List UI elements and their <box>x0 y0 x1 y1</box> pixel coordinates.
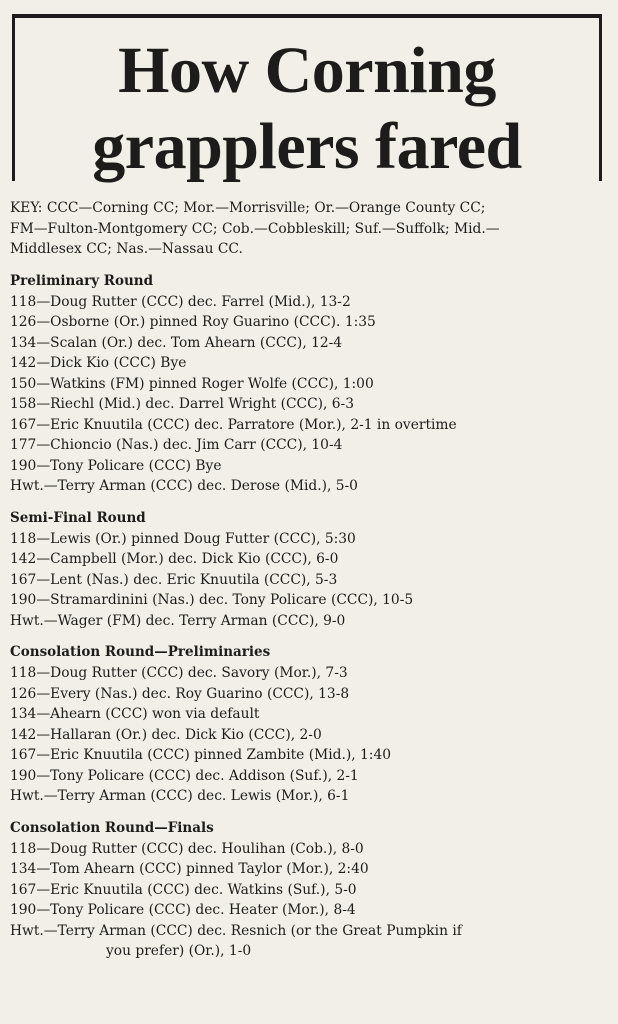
result-line: Hwt.—Terry Arman (CCC) dec. Derose (Mid.), 5-0 <box>10 478 358 494</box>
key-line: FM—Fulton-Montgomery CC; Cob.—Cobbleskill; Suf.—Suffolk; Mid.— <box>10 220 500 237</box>
section-semi-final-round <box>10 507 610 632</box>
result-continuation: you prefer) (Or.), 1-0 <box>106 943 252 959</box>
key-line: Middlesex CC; Nas.—Nassau CC. <box>10 241 243 257</box>
section-title: Preliminary Round <box>10 272 154 289</box>
result-line: Hwt.—Terry Arman (CCC) dec. Lewis (Mor.), 6-1 <box>10 788 350 804</box>
result-line: 167—Lent (Nas.) dec. Eric Knuutila (CCC), 5-3 <box>10 571 338 588</box>
key-legend <box>10 198 610 260</box>
result-line: 167—Eric Knuutila (CCC) dec. Parratore (Mor.), 2-1 in overtime <box>10 416 457 433</box>
section-consolation-preliminaries <box>10 641 610 807</box>
result-line: 118—Lewis (Or.) pinned Doug Futter (CCC), 5:30 <box>10 530 356 547</box>
result-line: 118—Doug Rutter (CCC) dec. Farrel (Mid.), 13-2 <box>10 293 351 310</box>
headline-line-1: How Corning <box>118 34 496 107</box>
result-line: 190—Tony Policare (CCC) Bye <box>10 457 222 474</box>
result-line: 177—Chioncio (Nas.) dec. Jim Carr (CCC), 10-4 <box>10 437 343 453</box>
section-title: Consolation Round—Finals <box>10 819 214 836</box>
result-line: 134—Ahearn (CCC) won via default <box>10 706 260 722</box>
section-consolation-finals <box>10 817 610 962</box>
section-preliminary-round <box>10 270 610 497</box>
result-line: 142—Hallaran (Or.) dec. Dick Kio (CCC), 2-0 <box>10 726 322 743</box>
headline-line-2: grapplers fared <box>92 110 522 183</box>
result-line: Hwt.—Terry Arman (CCC) dec. Resnich (or the Great Pumpkin if <box>10 922 462 939</box>
result-line: 134—Tom Ahearn (CCC) pinned Taylor (Mor.), 2:40 <box>10 861 369 877</box>
result-line: Hwt.—Wager (FM) dec. Terry Arman (CCC), 9-0 <box>10 612 346 629</box>
result-line: 134—Scalan (Or.) dec. Tom Ahearn (CCC), 12-4 <box>10 334 343 351</box>
section-title: Consolation Round—Preliminaries <box>10 644 271 660</box>
result-line: 142—Dick Kio (CCC) Bye <box>10 355 187 371</box>
key-line: KEY: CCC—Corning CC; Mor.—Morrisville; Or.—Orange County CC; <box>10 200 486 216</box>
result-line: 118—Doug Rutter (CCC) dec. Houlihan (Cob.), 8-0 <box>10 840 364 857</box>
article-body <box>10 198 610 962</box>
result-line: 190—Tony Policare (CCC) dec. Addison (Suf.), 2-1 <box>10 767 359 784</box>
section-title: Semi-Final Round <box>10 509 146 526</box>
result-line: 126—Every (Nas.) dec. Roy Guarino (CCC), 13-8 <box>10 685 350 702</box>
result-line: 150—Watkins (FM) pinned Roger Wolfe (CCC), 1:00 <box>10 375 374 392</box>
result-line: 126—Osborne (Or.) pinned Roy Guarino (CCC). 1:35 <box>10 314 376 330</box>
result-line: 167—Eric Knuutila (CCC) pinned Zambite (Mid.), 1:40 <box>10 747 391 763</box>
result-line: 190—Stramardinini (Nas.) dec. Tony Policare (CCC), 10-5 <box>10 592 414 608</box>
result-line: 167—Eric Knuutila (CCC) dec. Watkins (Suf.), 5-0 <box>10 881 357 898</box>
result-line: 142—Campbell (Mor.) dec. Dick Kio (CCC), 6-0 <box>10 551 339 567</box>
result-line: 158—Riechl (Mid.) dec. Darrel Wright (CCC), 6-3 <box>10 396 354 412</box>
headline-box <box>12 14 602 181</box>
result-line: 118—Doug Rutter (CCC) dec. Savory (Mor.), 7-3 <box>10 665 348 681</box>
result-line: 190—Tony Policare (CCC) dec. Heater (Mor.), 8-4 <box>10 902 356 918</box>
